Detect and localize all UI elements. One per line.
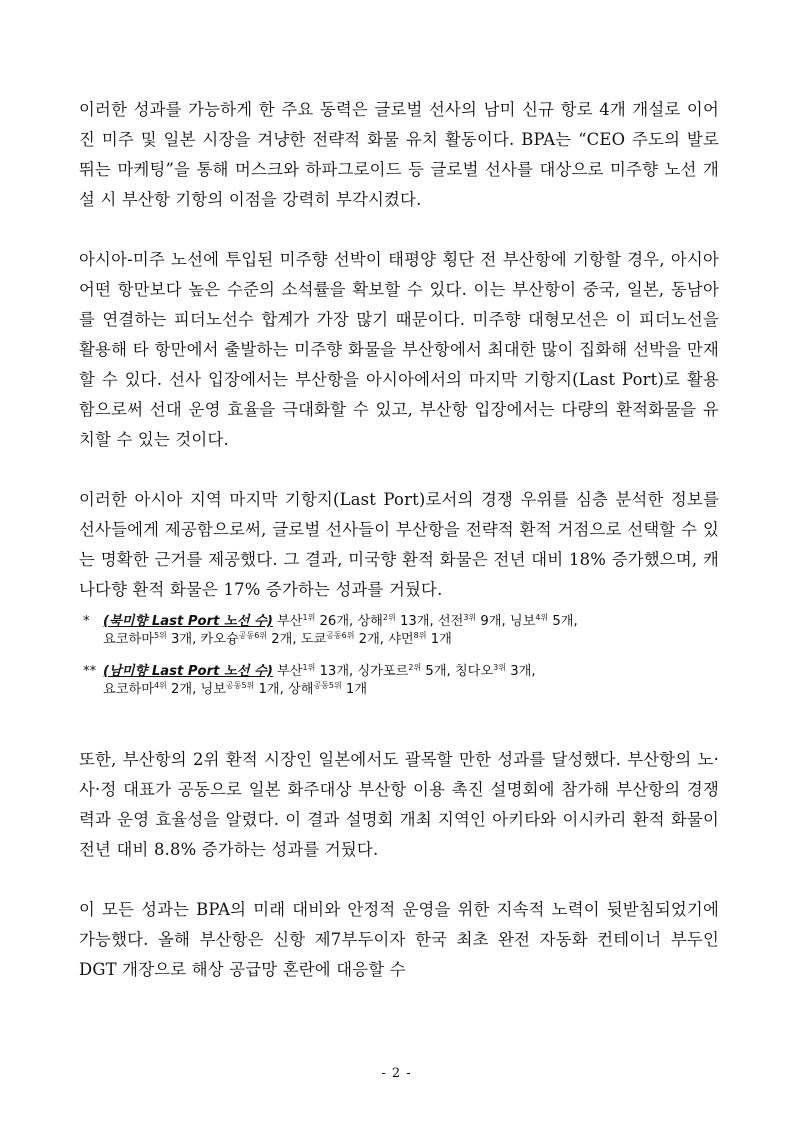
port-name: 부산 (272, 664, 303, 679)
page-number: - 2 - (381, 1066, 412, 1081)
footnote-heading: (남미향 Last Port 노선 수) (103, 664, 273, 679)
footnote-heading: (북미향 Last Port 노선 수) (103, 614, 273, 629)
port-count: 5개, (421, 664, 451, 679)
port-rank: 공동6위 (326, 631, 355, 640)
footnote-north-america (79, 613, 719, 649)
port-name: 부산 (272, 614, 303, 629)
port-count: 3개, (166, 632, 197, 647)
port-name: 요코하마 (103, 632, 154, 647)
port-name: 샤먼 (384, 632, 414, 647)
port-rank: 3위 (493, 663, 506, 672)
port-count: 13개, (315, 664, 354, 679)
footnote-south-america (79, 663, 719, 699)
port-rank: 공동5위 (313, 681, 342, 690)
port-rank: 8위 (413, 631, 427, 640)
port-count: 1개 (426, 632, 452, 647)
port-count: 26개, (315, 614, 354, 629)
port-count: 2개, (354, 632, 384, 647)
port-name: 닝보 (505, 614, 536, 629)
paragraph-2: 아시아-미주 노선에 투입된 미주향 선박이 태평양 횡단 전 부산항에 기항할 경우, 아시아 어떤 항만보다 높은 수준의 소석률을 확보할 수 있다. 이는 부산항이 중국, 일본, 동남아를 연결하는 피더노선수 합계가 가장 많기 때문이다. 미주향 대형모선은 이 피더노선을 활용해 타 항만에서 출발하는 미주향 화물을 부산항에서 최대한 많이 집화해 선박을 만재할 수 있다. 선사 입장에서는 부산항을 아시아에서의 마지막 기항지(Last Port)로 활용함으로써 선대 운영 효율을 극대화할 수 있고, 부산항 입장에서는 다량의 환적화물을 유치할 수 있는 것이다. (79, 250, 719, 449)
port-rank: 4위 (153, 681, 167, 690)
port-rank: 1위 (302, 663, 316, 672)
port-count: 1개 (341, 682, 368, 697)
port-name: 도쿄 (296, 632, 327, 647)
paragraph-1: 이러한 성과를 가능하게 한 주요 동력은 글로벌 선사의 남미 신규 항로 4개 개설로 이어진 미주 및 일본 시장을 겨냥한 전략적 화물 유치 활동이다. BPA는 “CEO 주도의 발로 뛰는 마케팅”을 통해 머스크와 하파그로이드 등 글로벌 선사를 대상으로 미주향 노선 개설 시 부산항 기항의 이점을 강력히 부각시켰다. (79, 100, 719, 209)
paragraph-4: 또한, 부산항의 2위 환적 시장인 일본에서도 괄목할 만한 성과를 달성했다. 부산항의 노·사·정 대표가 공동으로 일본 화주대상 부산항 이용 촉진 설명회에 참가해 부산항의 경쟁력과 운영 효율성을 알렸다. 이 결과 설명회 개최 지역인 아키타와 이시카리 환적 화물이 전년 대비 8.8% 증가하는 성과를 거뒀다. (79, 750, 719, 859)
footnote-mark: * (83, 614, 90, 629)
port-name: 선전 (433, 614, 464, 629)
paragraph-5: 이 모든 성과는 BPA의 미래 대비와 안정적 운영을 위한 지속적 노력이 뒷받침되었기에 가능했다. 올해 부산항은 신항 제7부두이자 한국 최초 완전 자동화 컨테이너 부두인 DGT 개장으로 해상 공급망 혼란에 대응할 수 (79, 900, 719, 979)
port-rank: 2위 (408, 663, 422, 672)
port-count: 3개, (506, 664, 536, 679)
port-rank: 4위 (535, 613, 549, 622)
document-body (79, 95, 719, 985)
port-count: 2개, (267, 632, 297, 647)
port-rank: 공동6위 (238, 631, 268, 640)
port-rank: 공동5위 (225, 681, 255, 690)
port-rank: 1위 (302, 613, 316, 622)
port-rank: 3위 (463, 613, 477, 622)
port-rank: 5위 (153, 631, 167, 640)
port-count: 13개, (395, 614, 434, 629)
port-count: 1개, (254, 682, 284, 697)
port-name: 카오슝 (196, 632, 239, 647)
footnote-mark: ** (83, 664, 97, 679)
port-count: 2개, (166, 682, 197, 697)
port-count: 5개, (548, 614, 578, 629)
port-name: 싱가포르 (353, 664, 409, 679)
port-name: 칭다오 (450, 664, 494, 679)
port-name: 닝보 (196, 682, 226, 697)
paragraph-3: 이러한 아시아 지역 마지막 기항지(Last Port)로서의 경쟁 우위를 심층 분석한 정보를 선사들에게 제공함으로써, 글로벌 선사들이 부산항을 전략적 환적 거점으로 선택할 수 있는 명확한 근거를 제공했다. 그 결과, 미국향 환적 화물은 전년 대비 18% 증가했으며, 캐나다향 환적 화물은 17% 증가하는 성과를 거뒀다. (79, 490, 719, 599)
port-name: 상해 (353, 614, 383, 629)
port-name: 요코하마 (103, 682, 154, 697)
port-rank: 2위 (382, 613, 396, 622)
port-count: 9개, (476, 614, 506, 629)
port-name: 상해 (283, 682, 314, 697)
